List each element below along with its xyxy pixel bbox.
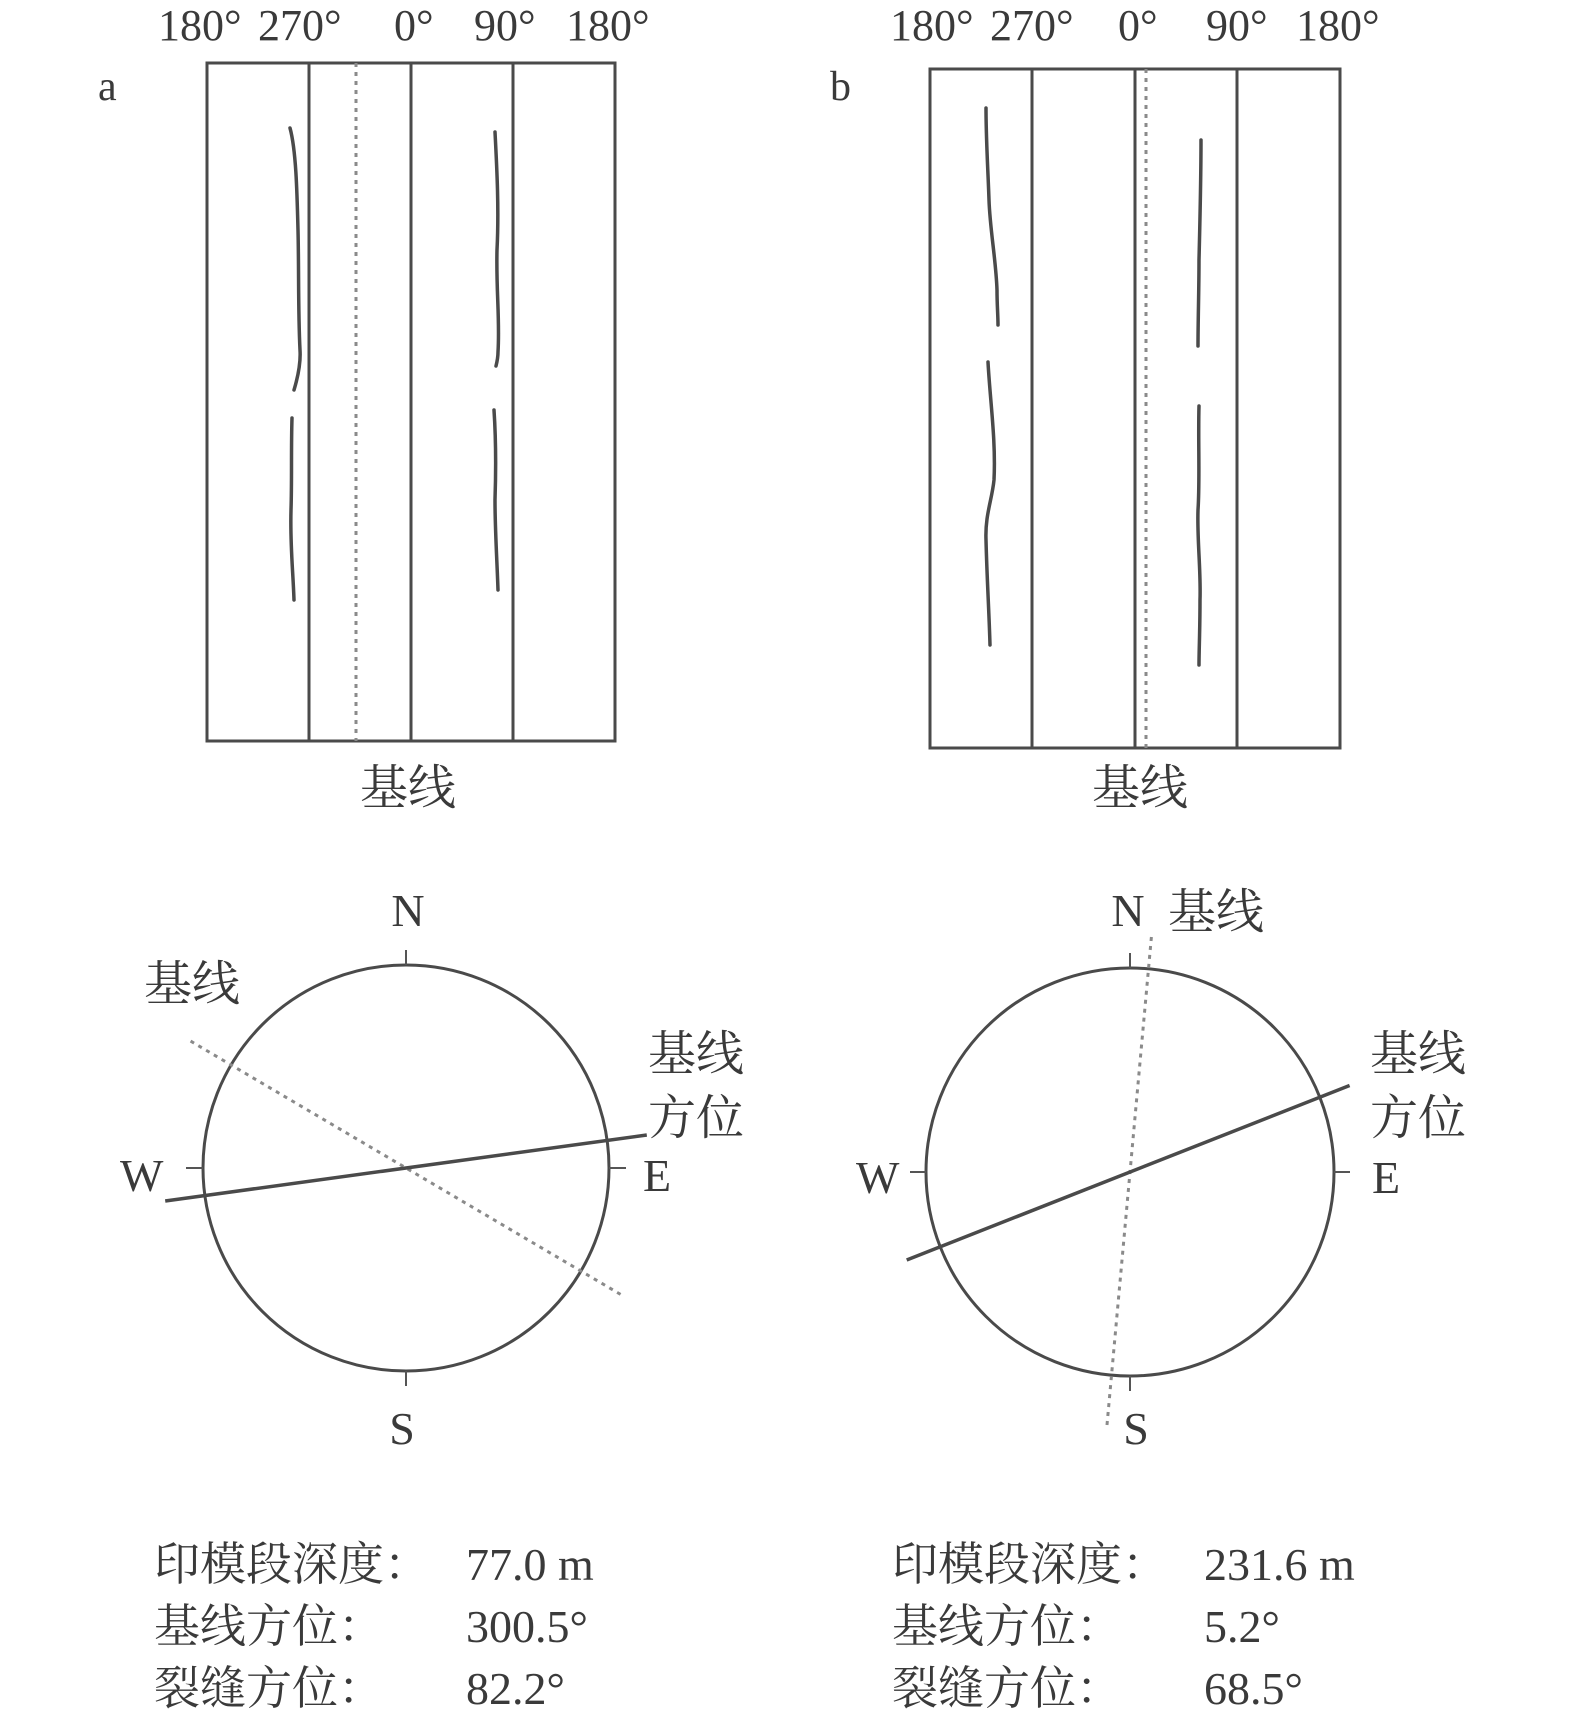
panel-b-fracture-direction-line	[907, 1086, 1350, 1261]
panel-a-fracture-trace	[494, 410, 498, 590]
panel-a-fracture-azimuth-label: 裂缝方位：	[154, 1663, 384, 1714]
panel-b-tick-270: 270°	[990, 1, 1074, 50]
panel-b-fracture-trace	[1198, 140, 1201, 346]
panel-b-fracture-azimuth-value: 68.5°	[1204, 1663, 1303, 1714]
panel-b-impression	[830, 1, 1380, 815]
panel-b-compass	[856, 885, 1466, 1454]
panel-a-south-label: S	[389, 1403, 415, 1454]
panel-a-west-label: W	[120, 1150, 164, 1201]
panel-a-baseline-azimuth-label: 基线	[648, 1028, 745, 1081]
panel-b-baseline-azimuth-label: 基线	[1370, 1028, 1467, 1081]
panel-a-east-label: E	[643, 1150, 672, 1201]
panel-a-tick-90: 90°	[474, 1, 536, 50]
panel-b-depth-label: 印模段深度：	[892, 1539, 1168, 1590]
panel-a-impression	[98, 1, 650, 815]
panel-a-fracture-direction-line	[165, 1135, 647, 1201]
panel-b-tick-90: 90°	[1206, 1, 1268, 50]
panel-a-baseline-line-label: 基线	[144, 958, 241, 1011]
panel-b-baseline-azimuth-label: 方位	[1370, 1092, 1467, 1145]
panel-a-baseline-azimuth-label: 方位	[648, 1092, 745, 1145]
panel-b-fracture-azimuth-label: 裂缝方位：	[892, 1663, 1122, 1714]
panel-b-tick-180-right: 180°	[1296, 1, 1380, 50]
panel-b-tick-0: 0°	[1118, 1, 1158, 50]
panel-a-tick-180-left: 180°	[158, 1, 242, 50]
panel-b-baseline-direction-line	[1107, 937, 1152, 1426]
panel-a-north-label: N	[391, 885, 425, 936]
panel-a-depth-value: 77.0 m	[466, 1539, 594, 1590]
panel-a-tick-270: 270°	[258, 1, 342, 50]
panel-b-fracture-trace	[986, 108, 998, 325]
panel-a-info	[154, 1539, 594, 1714]
panel-a-label: a	[98, 64, 117, 110]
panel-b-baseline-azimuth-value: 5.2°	[1204, 1601, 1280, 1652]
panel-a-compass	[120, 885, 744, 1454]
panel-a-baseline-caption: 基线	[359, 762, 457, 815]
panel-b-fracture-trace	[1198, 406, 1200, 665]
panel-b-tick-180-left: 180°	[890, 1, 974, 50]
panel-b-fracture-trace	[986, 362, 994, 645]
panel-b-south-label: S	[1123, 1403, 1149, 1454]
panel-a-tick-0: 0°	[394, 1, 434, 50]
panel-a-fracture-trace	[290, 128, 300, 390]
panel-a-depth-label: 印模段深度：	[154, 1539, 430, 1590]
panel-a-baseline-azimuth-label-text: 基线方位：	[154, 1601, 384, 1652]
panel-b-baseline-azimuth-label-text: 基线方位：	[892, 1601, 1122, 1652]
panel-b-north-label: N	[1111, 885, 1145, 936]
panel-a-fracture-trace	[495, 132, 499, 366]
panel-b-east-label: E	[1372, 1152, 1401, 1203]
panel-b-depth-value: 231.6 m	[1204, 1539, 1355, 1590]
panel-b-label: b	[830, 64, 851, 110]
panel-b-info	[892, 1539, 1355, 1714]
panel-a-baseline-azimuth-value: 300.5°	[466, 1601, 588, 1652]
panel-a-fracture-azimuth-value: 82.2°	[466, 1663, 565, 1714]
panel-a-fracture-trace	[291, 418, 294, 600]
panel-b-baseline-line-label: 基线	[1168, 886, 1265, 939]
panel-b-baseline-caption: 基线	[1091, 762, 1189, 815]
panel-a-tick-180-right: 180°	[566, 1, 650, 50]
panel-b-west-label: W	[856, 1152, 900, 1203]
